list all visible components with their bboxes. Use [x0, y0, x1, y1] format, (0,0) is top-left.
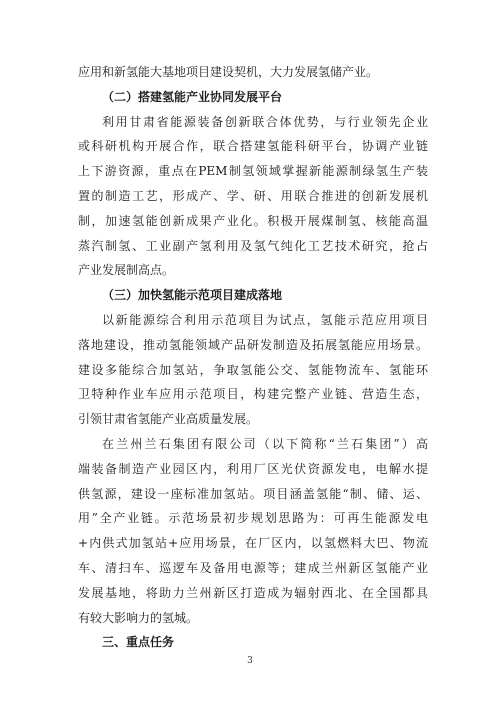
paragraph-line: 卫特种作业车应用示范项目，构建完整产业链、营造生态，	[78, 387, 428, 402]
paragraph-line: 发展基地，将助力兰州新区打造成为辐射西北、在全国都具	[78, 585, 428, 600]
paragraph-line: 在兰州兰石集团有限公司（以下简称“兰石集团”）高	[102, 436, 428, 451]
paragraph-line: 置的制造工艺，形成产、学、研、用联合推进的创新发展机	[78, 188, 428, 203]
paragraph-line: 利用甘肃省能源装备创新联合体优势，与行业领先企业	[102, 114, 428, 129]
paragraph-line: 蒸汽制氢、工业副产氢利用及氢气纯化工艺技术研究，抢占	[78, 238, 428, 253]
paragraph-line: 供氢源，建设一座标准加氢站。项目涵盖氢能“制、储、运、	[78, 486, 428, 501]
paragraph-line: +内供式加氢站+应用场景，在厂区内，以氢燃料大巴、物流	[78, 536, 428, 551]
paragraph-line: 应用和新氢能大基地项目建设契机，大力发展氢储产业。	[78, 65, 379, 79]
paragraph-line: 以新能源综合利用示范项目为试点，氢能示范应用项目	[102, 312, 428, 327]
page-number: 3	[247, 656, 253, 666]
paragraph-line: 有较大影响力的氢城。	[78, 610, 199, 625]
paragraph-line: 用”全产业链。示范场景初步规划思路为：可再生能源发电	[78, 511, 428, 526]
document-body	[78, 60, 428, 655]
paragraph-line: 建设多能综合加氢站，争取氢能公交、氢能物流车、氢能环	[78, 362, 428, 377]
paragraph-line: 上下游资源，重点在PEM制氢领域掌握新能源制绿氢生产装	[78, 164, 428, 179]
paragraph-line: 引领甘肃省氢能产业高质量发展。	[78, 412, 259, 427]
section-heading-platform: （二）搭建氢能产业协同发展平台	[102, 89, 283, 104]
section-heading-demo-projects: （三）加快氢能示范项目建成落地	[102, 288, 283, 303]
paragraph-line: 制，加速氢能创新成果产业化。积极开展煤制氢、核能高温	[78, 213, 428, 228]
paragraph-line: 或科研机构开展合作，联合搭建氢能科研平台，协调产业链	[78, 139, 428, 154]
section-heading-key-tasks: 三、重点任务	[102, 635, 175, 650]
paragraph-line: 产业发展制高点。	[78, 263, 175, 278]
paragraph-line: 端装备制造产业园区内，利用厂区光伏资源发电，电解水提	[78, 461, 428, 476]
paragraph-line: 车、清扫车、巡逻车及备用电源等；建成兰州新区氢能产业	[78, 560, 428, 575]
paragraph-line: 落地建设，推动氢能领域产品研发制造及拓展氢能应用场景。	[78, 337, 428, 352]
